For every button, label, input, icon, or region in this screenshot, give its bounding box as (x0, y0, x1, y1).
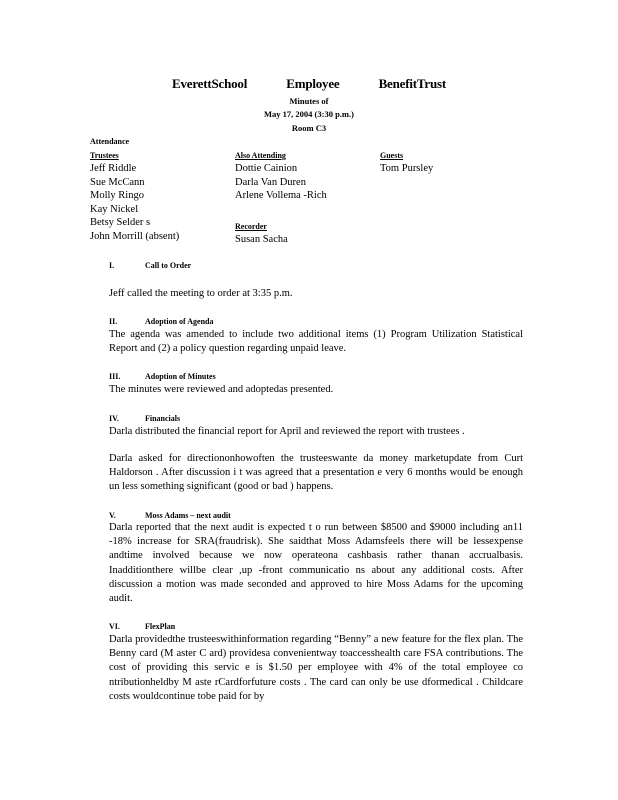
title-part-1: EverettSchool (172, 76, 248, 91)
guest-name: Tom Pursley (380, 163, 434, 174)
section-heading (109, 372, 216, 381)
section-paragraph: Jeff called the meeting to order at 3:35 p.m. (109, 288, 293, 299)
section-title: FlexPlan (145, 622, 176, 631)
also-attending-heading: Also Attending (235, 151, 286, 160)
section-title: Adoption of Minutes (145, 372, 216, 381)
trustees-heading: Trustees (90, 151, 119, 160)
trustee-name: John Morrill (absent) (90, 230, 180, 242)
section-number: V. (109, 511, 116, 520)
section-number: IV. (109, 414, 119, 423)
section-number: III. (109, 372, 121, 381)
document-title (0, 76, 618, 92)
section-paragraph: The minutes were reviewed and adoptedas presented. (109, 384, 334, 395)
section-paragraph: Darla providedthe trusteeswithinformation regarding “Benny” a new feature for the flex plan. The Benny card (M aster C ard) providesa convenientway toaccesshealth care FSA contributions. The cost of providing this servic e is $1.50 per employee with 4% of the total employee co ntributionheldby M aste rCardforfuture costs . The card can only be use dformedical . Childcare costs wouldcontinue tobe paid for by (109, 634, 523, 702)
spacer (235, 203, 327, 217)
trustees-column (90, 149, 179, 244)
recorder-heading: Recorder (235, 222, 267, 232)
section-paragraph: Darla asked for directiononhowoften the trusteeswante da money marketupdate from Curt Haldorson . After discussion i t was agreed that a presentation e very 6 months would be enough un less something significant (good or bad ) happens. (109, 453, 523, 493)
section-paragraph: Darla reported that the next audit is expected t o run between $8500 and $9000 including an11 -18% increase for SRA(fraudrisk). She saidthat Moss Adamsfeels there will be lessexpense andtime involved because we now operateona cashbasis rather thanan accrualbasis. Inadditionthere willbe clear ,up -front communicatio ns about any additional costs. After discussion a motion was made seconded and approved to hire Moss Adams for the upcoming audit. (109, 522, 523, 605)
section-heading (109, 511, 231, 520)
trustee-name: Molly Ringo (90, 190, 144, 202)
trustee-name: Kay Nickel (90, 203, 139, 215)
section-title: Call to Order (145, 261, 192, 270)
section-number: II. (109, 317, 118, 326)
title-part-2: Employee (286, 76, 340, 91)
recorder-name: Susan Sacha (235, 234, 288, 246)
attendee-name: Darla Van Duren (235, 176, 306, 188)
section-heading (109, 261, 191, 270)
guests-column (380, 149, 433, 176)
section-title: Adoption of Agenda (145, 317, 214, 326)
guests-heading: Guests (380, 151, 404, 160)
also-attending-column (235, 149, 327, 247)
section-title: Moss Adams – next audit (145, 511, 231, 520)
attendance-label: Attendance (90, 137, 130, 146)
trustee-name: Betsy Selder s (90, 217, 151, 229)
attendee-name: Dottie Cainion (235, 163, 298, 174)
section-heading (109, 414, 180, 423)
attendee-name: Arlene Vollema -Rich (235, 190, 327, 202)
section-number: VI. (109, 622, 120, 631)
trustee-name: Sue McCann (90, 176, 145, 188)
section-paragraph: The agenda was amended to include two additional items (1) Program Utilization Statistical Report and (2) a policy question regarding unpaid leave. (109, 329, 523, 355)
section-number: I. (109, 261, 115, 270)
section-heading (109, 317, 213, 326)
subtitle-date: May 17, 2004 (3:30 p.m.) (264, 109, 354, 119)
trustee-name: Jeff Riddle (90, 163, 137, 174)
section-title: Financials (145, 414, 181, 423)
subtitle-room: Room C3 (291, 123, 327, 133)
section-heading (109, 622, 175, 631)
subtitle-minutes: Minutes of (289, 96, 329, 106)
section-paragraph: Darla distributed the financial report for April and reviewed the report with trustees . (109, 426, 465, 437)
title-part-3: BenefitTrust (378, 76, 446, 91)
